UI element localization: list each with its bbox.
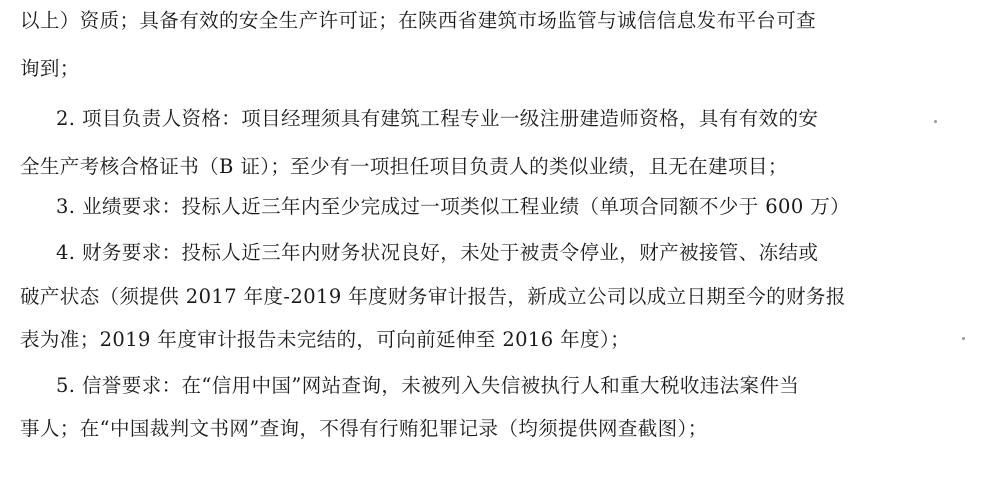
text-line-10: 事人；在“中国裁判文书网”查询，不得有行贿犯罪记录（均须提供网查截图）； — [20, 417, 708, 440]
text-line-5: 3. 业绩要求：投标人近三年内至少完成过一项类似工程业绩（单项合同额不少于 600 万） — [56, 195, 851, 218]
text-line-4: 全生产考核合格证书（B 证）；至少有一项担任项目负责人的类似业绩，且无在建项目； — [20, 155, 788, 178]
text-line-6: 4. 财务要求：投标人近三年内财务状况良好，未处于被责令停业，财产被接管、冻结或 — [56, 241, 819, 264]
scan-speck — [934, 120, 937, 123]
text-line-9: 5. 信誉要求：在“信用中国”网站查询，未被列入失信被执行人和重大税收违法案件当 — [56, 374, 800, 397]
text-line-1: 以上）资质；具备有效的安全生产许可证；在陕西省建筑市场监管与诚信信息发布平台可查 — [20, 9, 817, 32]
text-line-7: 破产状态（须提供 2017 年度-2019 年度财务审计报告，新成立公司以成立日期至今的财务报 — [20, 285, 846, 308]
text-line-2: 询到； — [20, 57, 80, 80]
text-line-8: 表为准；2019 年度审计报告未完结的，可向前延伸至 2016 年度）； — [20, 328, 630, 351]
scan-speck — [962, 337, 965, 340]
text-line-3: 2. 项目负责人资格：项目经理须具有建筑工程专业一级注册建造师资格，具有有效的安 — [56, 107, 819, 130]
